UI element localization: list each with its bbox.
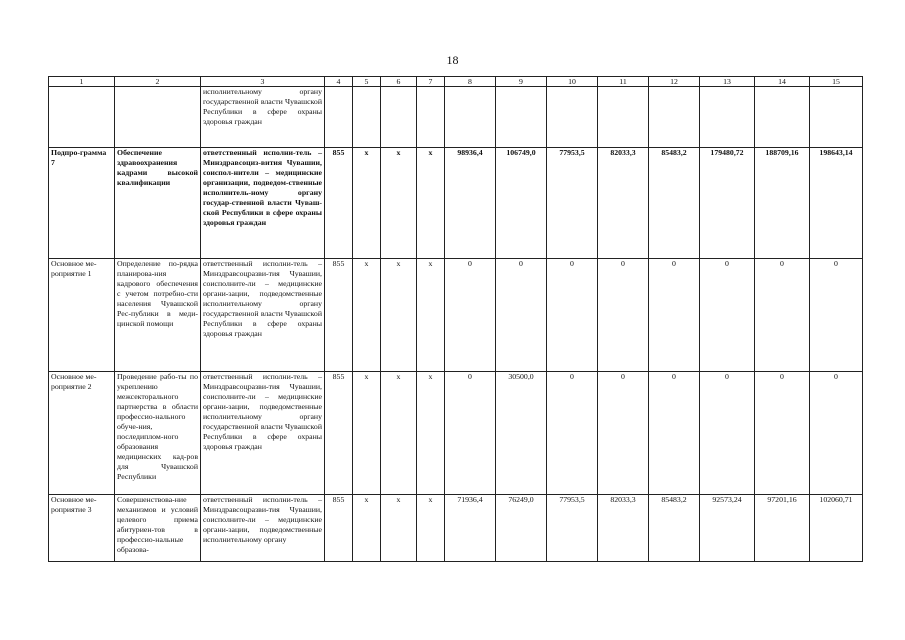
column-header: 7 [417, 77, 445, 87]
value-cell: 82033,3 [598, 148, 649, 259]
column-header: 6 [381, 77, 417, 87]
table-row [49, 372, 863, 495]
activity-name-cell: Совершенствова-ние механизмов и условий целевого приема абитуриен-тов в профессио-нальные образова- [115, 495, 201, 562]
value-cell: 0 [598, 259, 649, 372]
value-cell: 0 [445, 259, 496, 372]
value-cell: 0 [547, 372, 598, 495]
value-cell [598, 87, 649, 148]
value-cell: 0 [700, 259, 755, 372]
value-cell: 77953,5 [547, 148, 598, 259]
column-header: 2 [115, 77, 201, 87]
value-cell: 0 [649, 372, 700, 495]
header-row [49, 77, 863, 87]
executor-cell: ответственный исполни-тель – Минздравсоциз-вития Чувашии, соиспол-нители – медицинские организации, подведом-ственные исполнитель-ному органу государ-ственной власти Чуваш-ской Республики в сфере охраны здоровья граждан [201, 148, 325, 259]
value-cell: 0 [755, 259, 810, 372]
value-cell: 0 [755, 372, 810, 495]
value-cell: x [417, 148, 445, 259]
value-cell [496, 87, 547, 148]
value-cell: 0 [445, 372, 496, 495]
column-header: 13 [700, 77, 755, 87]
table-body [49, 87, 863, 562]
value-cell: 85483,2 [649, 495, 700, 562]
value-cell: 198643,14 [810, 148, 863, 259]
executor-cell: исполнительному органу государственной власти Чувашской Республики в сфере охраны здоровья граждан [201, 87, 325, 148]
value-cell: x [381, 495, 417, 562]
value-cell: 855 [325, 259, 353, 372]
value-cell: 855 [325, 148, 353, 259]
column-header: 5 [353, 77, 381, 87]
column-header: 15 [810, 77, 863, 87]
row-label-cell: Подпро-грамма 7 [49, 148, 115, 259]
value-cell: 0 [598, 372, 649, 495]
row-label-cell: Основное ме-роприятие 1 [49, 259, 115, 372]
value-cell [700, 87, 755, 148]
value-cell: 85483,2 [649, 148, 700, 259]
table-row [49, 87, 863, 148]
column-header: 1 [49, 77, 115, 87]
activity-name-cell: Определение по-рядка планирова-ния кадрового обеспечения с учетом потребно-сти населения Чувашской Рес-публики в меди-цинской помощи [115, 259, 201, 372]
value-cell: 102060,71 [810, 495, 863, 562]
value-cell: 98936,4 [445, 148, 496, 259]
value-cell [445, 87, 496, 148]
value-cell: 97201,16 [755, 495, 810, 562]
column-header: 11 [598, 77, 649, 87]
value-cell [417, 87, 445, 148]
value-cell: x [353, 259, 381, 372]
column-header: 10 [547, 77, 598, 87]
value-cell [755, 87, 810, 148]
table-row [49, 495, 863, 562]
value-cell: x [381, 148, 417, 259]
value-cell: 0 [810, 259, 863, 372]
value-cell [381, 87, 417, 148]
row-label-cell: Основное ме-роприятие 2 [49, 372, 115, 495]
value-cell: x [353, 495, 381, 562]
value-cell: 179480,72 [700, 148, 755, 259]
value-cell: 0 [810, 372, 863, 495]
value-cell [810, 87, 863, 148]
activity-name-cell [115, 87, 201, 148]
column-header: 14 [755, 77, 810, 87]
column-header: 8 [445, 77, 496, 87]
value-cell: 855 [325, 372, 353, 495]
table-row [49, 259, 863, 372]
executor-cell: ответственный исполни-тель – Минздравсоцразви-тия Чувашии, соисполните-ли – медицинские органи-зации, подведомственные исполнительному органу государственной власти Чувашской Республики в сфере охраны здоровья граждан [201, 259, 325, 372]
value-cell: x [417, 259, 445, 372]
activity-name-cell: Проведение рабо-ты по укреплению межсекторального партнерства в области профессио-нального обуче-ния, последиплом-ного образования медицинских кад-ров для Чувашской Республики [115, 372, 201, 495]
value-cell: x [417, 372, 445, 495]
page-number: 18 [446, 53, 459, 67]
value-cell: 0 [649, 259, 700, 372]
activity-name-cell: Обеспечение здравоохранения кадрами высокой квалификации [115, 148, 201, 259]
value-cell: 855 [325, 495, 353, 562]
column-header: 9 [496, 77, 547, 87]
value-cell: 92573,24 [700, 495, 755, 562]
value-cell [353, 87, 381, 148]
value-cell: 30500,0 [496, 372, 547, 495]
value-cell [325, 87, 353, 148]
column-header: 12 [649, 77, 700, 87]
row-label-cell: Основное ме-роприятие 3 [49, 495, 115, 562]
value-cell: 0 [547, 259, 598, 372]
budget-table [48, 76, 863, 562]
row-label-cell [49, 87, 115, 148]
table-row [49, 148, 863, 259]
value-cell [547, 87, 598, 148]
value-cell: 0 [496, 259, 547, 372]
value-cell: 106749,0 [496, 148, 547, 259]
value-cell [649, 87, 700, 148]
value-cell: 82033,3 [598, 495, 649, 562]
value-cell: 71936,4 [445, 495, 496, 562]
value-cell: 77953,5 [547, 495, 598, 562]
executor-cell: ответственный исполни-тель – Минздравсоцразви-тия Чувашии, соисполните-ли – медицинские органи-зации, подведомственные исполнительному органу [201, 495, 325, 562]
column-header: 3 [201, 77, 325, 87]
value-cell: x [353, 372, 381, 495]
value-cell: 0 [700, 372, 755, 495]
value-cell: 76249,0 [496, 495, 547, 562]
value-cell: x [381, 259, 417, 372]
value-cell: x [417, 495, 445, 562]
value-cell: x [353, 148, 381, 259]
executor-cell: ответственный исполни-тель – Минздравсоцразви-тия Чувашии, соисполните-ли – медицинские органи-зации, подведомственные исполнительному органу государственной власти Чувашской Республики в сфере охраны здоровья граждан [201, 372, 325, 495]
value-cell: 188709,16 [755, 148, 810, 259]
column-header: 4 [325, 77, 353, 87]
value-cell: x [381, 372, 417, 495]
